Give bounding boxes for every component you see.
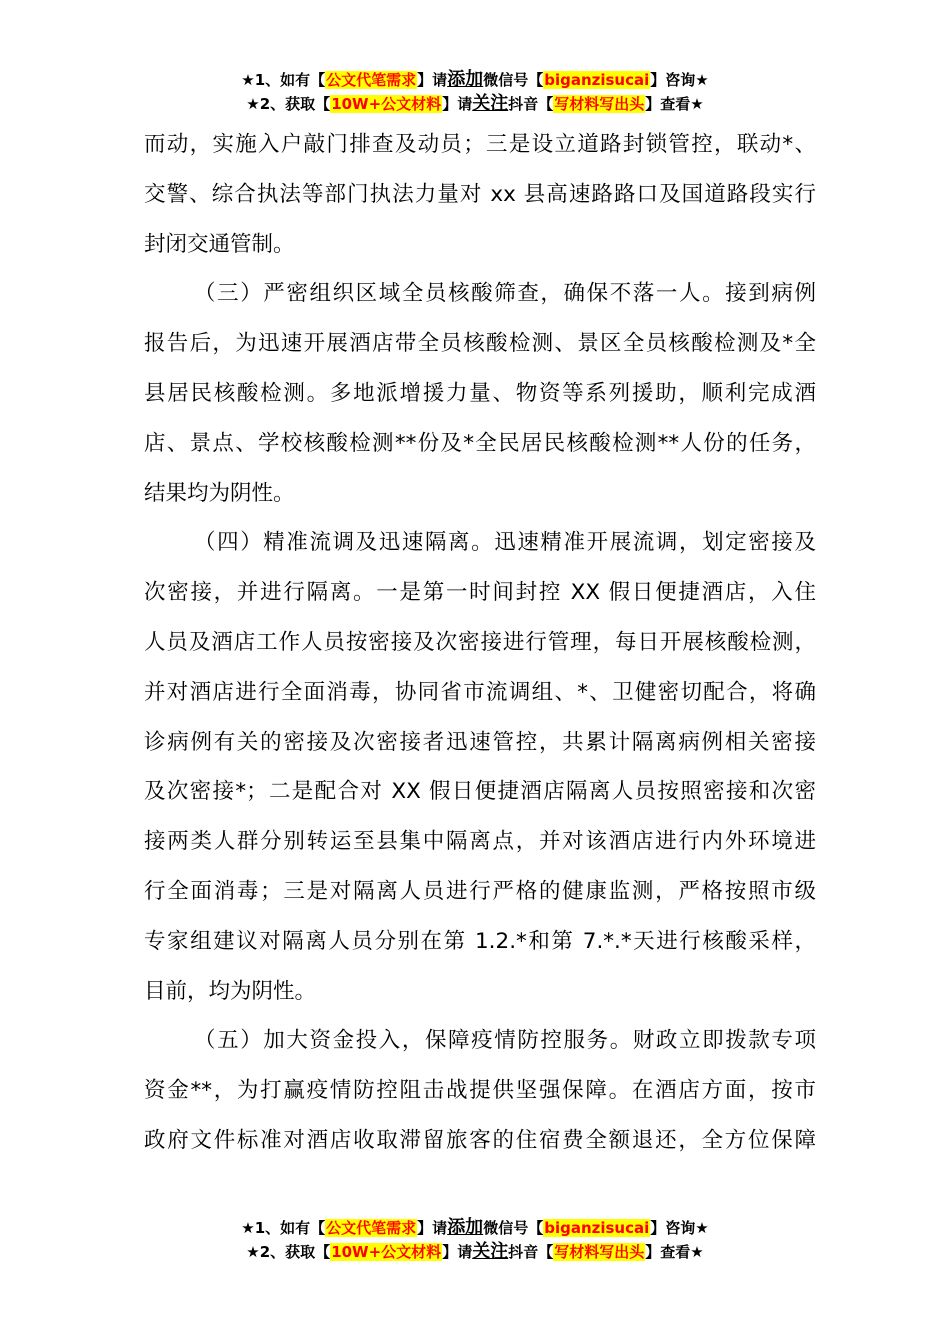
section-heading-line: （三）严密组织区域全员核酸筛查，确保不落一人。接到病例 xyxy=(194,281,816,307)
footer-underline-follow: 关注 xyxy=(472,1241,509,1262)
body-line: 结果均为阴性。 xyxy=(144,480,295,506)
footer-line-2-text: 】查看★ xyxy=(645,1243,704,1261)
header-highlight-materials: 10W+公文材料 xyxy=(331,95,442,113)
header-line-1 xyxy=(0,68,950,92)
section-heading-line: （四）精准流调及迅速隔离。迅速精准开展流调，划定密接及 xyxy=(194,530,816,556)
body-line: 人员及酒店工作人员按密接及次密接进行管理，每日开展核酸检测， xyxy=(144,629,816,655)
footer-line-1-text: 】请 xyxy=(417,1219,448,1237)
body-line: 诊病例有关的密接及次密接者迅速管控，共累计隔离病例相关密接 xyxy=(144,729,816,755)
body-line: 县居民核酸检测。多地派增援力量、物资等系列援助，顺利完成酒 xyxy=(144,380,816,406)
footer-line-2-text: 】请 xyxy=(442,1243,473,1261)
footer-line-2 xyxy=(0,1240,950,1264)
body-line: 目前，均为阴性。 xyxy=(144,978,317,1004)
body-line: 次密接，并进行隔离。一是第一时间封控 XX 假日便捷酒店，入住 xyxy=(144,580,816,606)
body-line: 报告后，为迅速开展酒店带全员核酸检测、景区全员核酸检测及*全 xyxy=(144,331,816,357)
footer-line-1-text: 微信号【 xyxy=(483,1219,544,1237)
footer-line-2-text: ★2、获取【 xyxy=(246,1243,331,1261)
body-line: 并对酒店进行全面消毒，协同省市流调组、*、卫健密切配合，将确 xyxy=(144,679,816,705)
header-line-2-text: ★2、获取【 xyxy=(246,95,331,113)
header-line-1-text: 】咨询★ xyxy=(650,71,709,89)
footer-banner xyxy=(0,1216,950,1264)
body-line: 接两类人群分别转运至县集中隔离点，并对该酒店进行内外环境进 xyxy=(144,829,816,855)
header-highlight-service: 公文代笔需求 xyxy=(326,71,417,89)
header-underline-add: 添加 xyxy=(447,69,484,90)
header-highlight-wechat-id: biganzisucai xyxy=(544,71,650,89)
footer-highlight-wechat-id: biganzisucai xyxy=(544,1219,650,1237)
header-line-2-text: 】请 xyxy=(442,95,473,113)
document-body xyxy=(144,120,816,1166)
body-line: 及次密接*；二是配合对 XX 假日便捷酒店隔离人员按照密接和次密 xyxy=(144,779,816,805)
footer-line-2-text: 抖音【 xyxy=(508,1243,554,1261)
header-line-1-text: 微信号【 xyxy=(483,71,544,89)
body-line: 行全面消毒；三是对隔离人员进行严格的健康监测，严格按照市级 xyxy=(144,878,816,904)
header-highlight-douyin: 写材料写出头 xyxy=(554,95,645,113)
header-line-1-text: 】请 xyxy=(417,71,448,89)
footer-highlight-service: 公文代笔需求 xyxy=(326,1219,417,1237)
body-line: 店、景点、学校核酸检测**份及*全民居民核酸检测**人份的任务， xyxy=(144,430,816,456)
header-line-1-text: ★1、如有【 xyxy=(241,71,326,89)
footer-highlight-douyin: 写材料写出头 xyxy=(554,1243,645,1261)
header-banner xyxy=(0,68,950,116)
body-line: 而动，实施入户敲门排查及动员；三是设立道路封锁管控，联动*、 xyxy=(144,132,816,157)
body-line: 交警、综合执法等部门执法力量对 xx 县高速路路口及国道路段实行 xyxy=(144,181,816,207)
header-line-2-text: 抖音【 xyxy=(508,95,554,113)
body-line: 政府文件标准对酒店收取滞留旅客的住宿费全额退还，全方位保障 xyxy=(144,1127,816,1153)
footer-line-1-text: 】咨询★ xyxy=(650,1219,709,1237)
body-line: 专家组建议对隔离人员分别在第 1.2.*和第 7.*.*天进行核酸采样， xyxy=(144,928,816,954)
header-underline-follow: 关注 xyxy=(472,93,509,114)
footer-highlight-materials: 10W+公文材料 xyxy=(331,1243,442,1261)
body-line: 封闭交通管制。 xyxy=(144,231,295,257)
footer-line-1-text: ★1、如有【 xyxy=(241,1219,326,1237)
section-heading-line: （五）加大资金投入，保障疫情防控服务。财政立即拨款专项 xyxy=(194,1028,816,1054)
header-line-2 xyxy=(0,92,950,116)
footer-underline-add: 添加 xyxy=(447,1217,484,1238)
body-line: 资金**，为打赢疫情防控阻击战提供坚强保障。在酒店方面，按市 xyxy=(144,1078,816,1104)
header-line-2-text: 】查看★ xyxy=(645,95,704,113)
footer-line-1 xyxy=(0,1216,950,1240)
